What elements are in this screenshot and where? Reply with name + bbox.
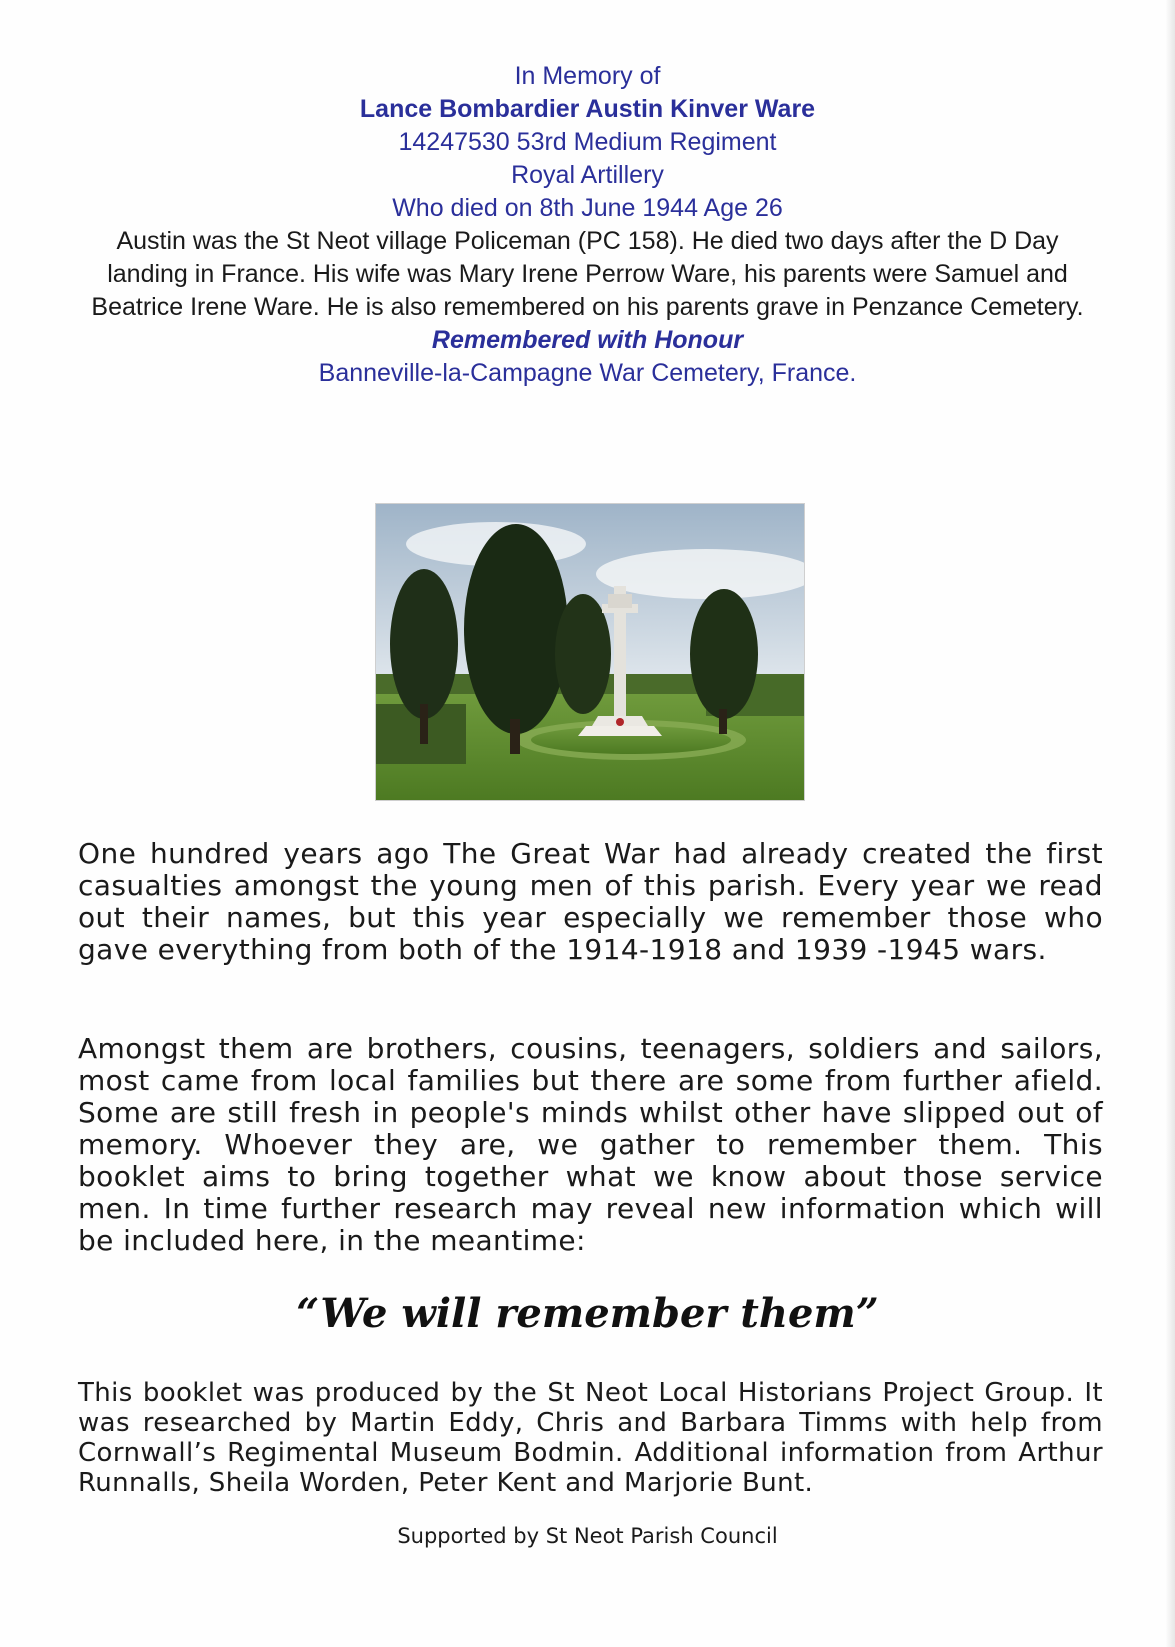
memorial-death-date: Who died on 8th June 1944 Age 26 [392,194,783,222]
memorial-heading: In Memory of [514,62,661,90]
memorial-name: Lance Bombardier Austin Kinver Ware [359,95,816,123]
memorial-service-number: 14247530 53rd Medium Regiment [398,128,777,156]
memorial-unit: Royal Artillery [511,161,664,189]
memorial-cemetery: Banneville-la-Campagne War Cemetery, France. [318,359,857,387]
memorial-block [60,60,1115,390]
memorial-honour: Remembered with Honour [431,326,744,354]
booklet-paragraph: Amongst them are brothers, cousins, teenagers, soldiers and sailors, most came from local families but there are some from further afield. Some are still fresh in people's minds whilst other have slipped out of memory. Whoever they are, we gather to remember them. This booklet aims to bring together what we know about those service men. In time further research may reveal new information which will be included here, in the meantime: [78,1032,1103,1257]
page-edge [1165,0,1175,1647]
cemetery-photo [375,503,805,801]
intro-paragraph: One hundred years ago The Great War had already created the first casualties amongst the young men of this parish. Every year we read out their names, but this year especially we remember those who gave everything from both of the 1914-1918 and 1939 -1945 wars. [78,837,1103,966]
memorial-description: Austin was the St Neot village Policeman (PC 158). He died two days after the D Day landing in France. His wife was Mary Irene Perrow Ware, his parents were Samuel and Beatrice Irene Ware. He is also remembered on his parents grave in Penzance Cemetery. [91,227,1084,321]
support-footer: Supported by St Neot Parish Council [397,1524,778,1548]
motto: “We will remember them” [296,1290,879,1337]
cross-of-sacrifice-illustration [376,504,804,800]
credits-paragraph: This booklet was produced by the St Neot Local Historians Project Group. It was researched by Martin Eddy, Chris and Barbara Timms with help from Cornwall’s Regimental Museum Bodmin. Additional information from Arthur Runnalls, Sheila Worden, Peter Kent and Marjorie Bunt. [78,1378,1103,1498]
